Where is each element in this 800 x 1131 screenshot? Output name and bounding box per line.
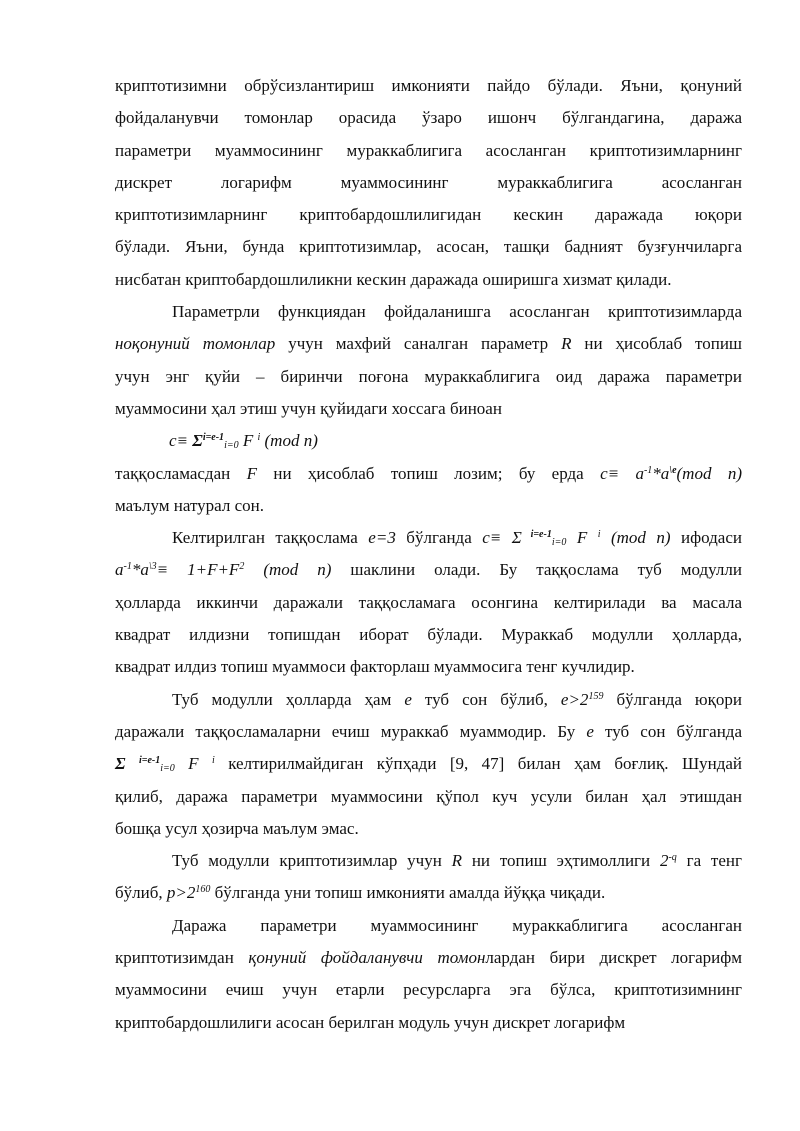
- formula-inline: c≡ Σ: [482, 528, 522, 548]
- text-span: Туб модулли криптотизимлар учун: [172, 851, 452, 871]
- text-span: даражали таққосламаларни ечиш мураккаб муаммодир. Бу: [115, 721, 587, 741]
- text-line: ҳолларда иккинчи даражали таққосламага осонгина келтирилади ва масала: [115, 592, 742, 612]
- formula-lead: c≡: [169, 431, 193, 451]
- formula-superscript: 160: [195, 884, 211, 896]
- formula-inline: e>2: [560, 689, 589, 709]
- formula-inline: e=3: [368, 528, 396, 548]
- formula-inline: p>2: [166, 883, 196, 903]
- text-line: [115, 522, 742, 554]
- text-line: Даража параметри муаммосининг мураккаблигига асосланган: [172, 915, 742, 935]
- formula-inline: a: [115, 560, 124, 580]
- formula-superscript: 159: [588, 690, 604, 702]
- formula-inline: c≡ a: [600, 463, 644, 483]
- text-line: муаммосини ҳал этиш учун қуйидаги хоссага биноан: [115, 398, 502, 418]
- text-line: [115, 328, 742, 360]
- formula-F: F: [238, 431, 258, 451]
- variable-R: R: [451, 851, 463, 871]
- text-span: туб сон бўлганда: [593, 721, 742, 741]
- text-line: [115, 716, 742, 748]
- text-span: таққосламасдан: [115, 463, 247, 483]
- document-page: [115, 70, 742, 1039]
- text-span: шаклини олади. Бу таққослама туб модулли: [331, 560, 742, 580]
- text-span: Туб модулли ҳолларда ҳам: [172, 689, 405, 709]
- text-line: [115, 748, 742, 780]
- text-line: квадрат илдизни топишдан иборат бўлади. Мураккаб модулли ҳолларда,: [115, 625, 742, 645]
- formula-superscript: -1: [643, 464, 653, 476]
- text-line: [115, 554, 742, 586]
- text-line: муаммосини ечиш учун етарли ресурсларга эга бўлса, криптотизимнинг: [115, 980, 742, 1000]
- formula-mod: (mod n): [600, 528, 671, 548]
- text-line: криптотизимни обрўсизлантириш имконияти пайдо бўлади. Яъни, қонуний: [115, 76, 742, 95]
- formula-line: [115, 425, 742, 457]
- formula-superscript: \e: [669, 464, 677, 476]
- formula-superscript: i=e-1: [521, 529, 552, 541]
- formula-exponent: i: [212, 755, 215, 767]
- variable-e: e: [586, 721, 594, 741]
- text-line: криптотизимларнинг криптобардошлилигидан кескин даражада юқори: [115, 205, 742, 225]
- text-span: лардан бири дискрет логарифм: [485, 948, 743, 968]
- formula-exponent: i: [597, 529, 601, 541]
- formula-superscript: i=e-1: [138, 755, 161, 767]
- variable-F: F: [246, 463, 257, 483]
- text-line: криптобардошлилиги асосан берилган модуль учун дискрет логарифм: [115, 1012, 626, 1032]
- formula-superscript: i=e-1: [202, 432, 225, 444]
- variable-R: R: [561, 334, 572, 354]
- text-line: бошқа усул ҳозирча маълум эмас.: [115, 818, 359, 838]
- text-span: Келтирилган таққослама: [172, 528, 369, 548]
- text-span: га тенг: [676, 851, 742, 871]
- formula-inline: 2: [659, 851, 669, 871]
- text-line: квадрат илдиз топиш муаммоси факторлаш муаммосига тенг кучлидир.: [115, 657, 635, 677]
- text-line: дискрет логарифм муаммосининг мураккаблигига асосланган: [115, 172, 742, 192]
- text-line: маълум натурал сон.: [115, 495, 264, 515]
- italic-term: ноқонуний томонлар: [115, 334, 276, 354]
- text-span: бўлганда уни топиш имконияти амалда йўққа чиқади.: [210, 883, 606, 903]
- text-line: [115, 684, 742, 716]
- formula-mod: (mod n): [676, 463, 742, 483]
- formula-inline: *a: [131, 560, 149, 580]
- text-line: [115, 877, 742, 909]
- formula-mod: (mod n): [244, 560, 332, 580]
- text-line: учун энг қуйи – биринчи поғона мураккаблигига оид даража параметри: [115, 366, 742, 386]
- text-span: бўлиб,: [115, 883, 167, 903]
- italic-term: қонуний фойдаланувчи томон: [248, 948, 486, 968]
- text-span: ифодаси: [670, 528, 742, 548]
- text-span: ни ҳисоблаб топиш: [571, 334, 743, 354]
- text-line: Параметрли функциядан фойдаланишга асосланган криптотизимларда: [172, 302, 742, 322]
- formula-exponent: i: [257, 432, 261, 444]
- text-line: бўлади. Яъни, бунда криптотизимлар, асосан, ташқи бадният бузғунчиларга: [115, 237, 742, 257]
- formula-inline: ≡ 1+F+F: [156, 560, 240, 580]
- text-span: ни ҳисоблаб топиш лозим; бу ерда: [256, 463, 601, 483]
- text-span: туб сон бўлиб,: [411, 689, 561, 709]
- text-line: [115, 458, 742, 490]
- formula-superscript: -q: [668, 852, 677, 864]
- text-line: нисбатан криптобардошлиликни кескин даражада оширишга хизмат қилади.: [115, 269, 672, 289]
- formula-F: F: [566, 528, 598, 548]
- text-span: бўлганда юқори: [603, 689, 742, 709]
- text-span: учун махфий саналган параметр: [275, 334, 562, 354]
- text-span: бўлганда: [395, 528, 483, 548]
- formula-subscript: i=0: [551, 537, 567, 549]
- text-line: [115, 845, 742, 877]
- text-span: келтирилмайдиган кўпҳади [9, 47] билан ҳам боғлиқ. Шундай: [214, 754, 742, 774]
- text-line: фойдаланувчи томонлар орасида ўзаро ишонч бўлгандагина, даража: [115, 108, 742, 128]
- sigma-symbol: Σ: [192, 431, 203, 451]
- text-line: қилиб, даража параметри муаммосини қўпол куч усули билан ҳал этишдан: [115, 786, 742, 806]
- formula-subscript: i=0: [224, 440, 239, 452]
- formula-superscript: -1: [123, 561, 132, 573]
- sigma-symbol: Σ: [115, 754, 139, 774]
- formula-inline: *a: [652, 463, 670, 483]
- formula-mod: (mod n): [260, 431, 318, 451]
- formula-superscript: 2: [239, 561, 245, 573]
- text-line: параметри муаммосининг мураккаблигига асосланган криптотизимларнинг: [115, 140, 742, 160]
- formula-F: F: [174, 754, 212, 774]
- formula-superscript: \3: [148, 561, 157, 573]
- text-line: [115, 942, 742, 974]
- text-span: ни топиш эҳтимоллиги: [462, 851, 660, 871]
- formula-subscript: i=0: [160, 763, 175, 775]
- text-span: криптотизимдан: [115, 948, 249, 968]
- variable-e: e: [404, 689, 412, 709]
